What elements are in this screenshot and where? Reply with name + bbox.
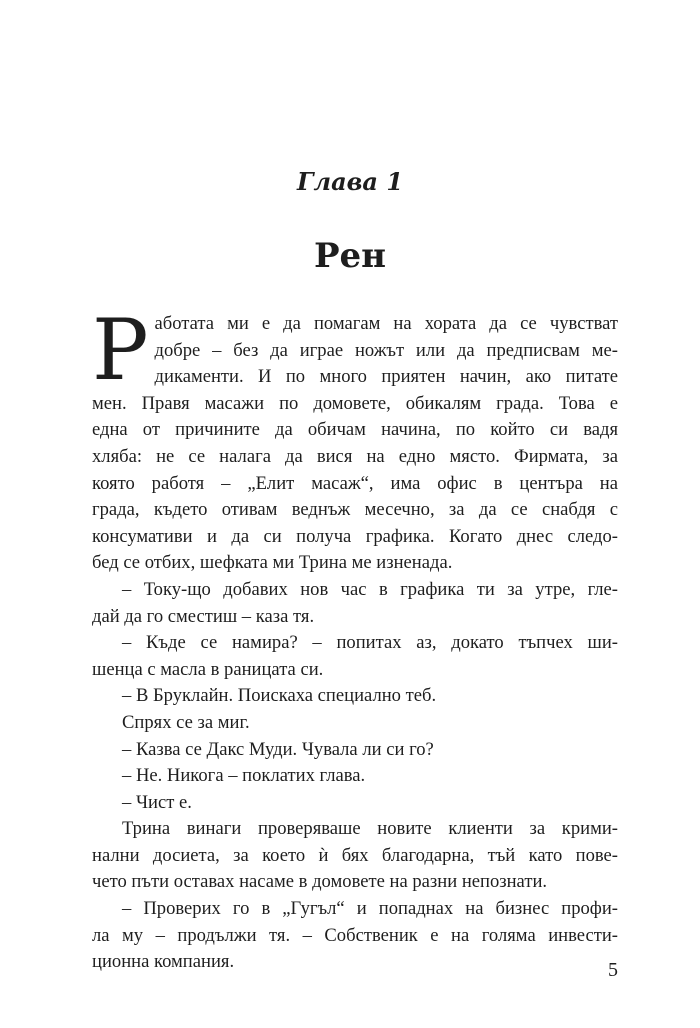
paragraph: [92, 816, 618, 896]
text-line: шенца с масла в раницата си.: [92, 658, 324, 680]
text-line: чето пъти оставах насаме в домовете на разни непознати.: [92, 871, 548, 893]
text-line: дикаменти. И по много приятен начин, ако питате: [154, 366, 618, 388]
text-line: града, където отивам веднъж месечно, за да се снабдя с: [92, 499, 618, 521]
text-line: аботата ми е да помагам на хората да се чувстват: [154, 313, 618, 334]
text-line: добре – без да играе ножът или да предписвам ме-: [154, 339, 618, 361]
text-line: една от причините да обичам начина, по който си вадя: [92, 419, 618, 441]
chapter-number: Глава 1: [296, 167, 404, 196]
text-line: мен. Правя масажи по домовете, обикалям града. Това е: [92, 392, 618, 414]
text-line: – Чист е.: [122, 791, 192, 813]
drop-cap: Р: [92, 301, 149, 399]
paragraph: [92, 577, 618, 630]
text-line: – В Бруклайн. Поискаха специално теб.: [122, 685, 437, 707]
text-line: – Не. Никога – поклатих глава.: [122, 765, 366, 787]
text-line: която работя – „Елит масаж“, има офис в центъра на: [92, 472, 618, 494]
paragraph: [92, 301, 618, 577]
page-number: 5: [608, 959, 618, 981]
text-line: – Къде се намира? – попитах аз, докато тъпчех ши-: [122, 632, 618, 654]
text-line: Трина винаги проверяваше новите клиенти за крими-: [122, 818, 618, 840]
text-line: нални досиета, за което ѝ бях благодарна, тъй като пове-: [92, 844, 618, 866]
text-line: – Проверих го в „Гугъл“ и попаднах на бизнес профи-: [122, 898, 618, 920]
text-line: консумативи и да си получа графика. Когато днес следо-: [92, 525, 618, 547]
paragraph: [92, 683, 618, 710]
paragraph: [92, 630, 618, 683]
text-line: ла му – продължи тя. – Собственик е на голяма инвести-: [92, 924, 618, 946]
paragraph: [92, 737, 618, 764]
text-line: хляба: не се налага да вися на едно място. Фирмата, за: [92, 445, 618, 467]
paragraph: [92, 763, 618, 790]
text-line: ционна компания.: [92, 951, 235, 973]
text-line: бед се отбих, шефката ми Трина ме изненада.: [92, 552, 453, 574]
chapter-title: Рен: [313, 236, 387, 276]
paragraph: [92, 710, 618, 737]
text-line: Спрях се за миг.: [122, 711, 250, 733]
text-line: – Казва се Дакс Муди. Чувала ли си го?: [122, 738, 434, 760]
paragraph: [92, 896, 618, 976]
text-line: – Току-що добавих нов час в графика ти за утре, гле-: [122, 578, 618, 600]
paragraph: [92, 790, 618, 817]
text-line: дай да го сместиш – каза тя.: [92, 605, 315, 627]
chapter-body: [92, 301, 618, 976]
